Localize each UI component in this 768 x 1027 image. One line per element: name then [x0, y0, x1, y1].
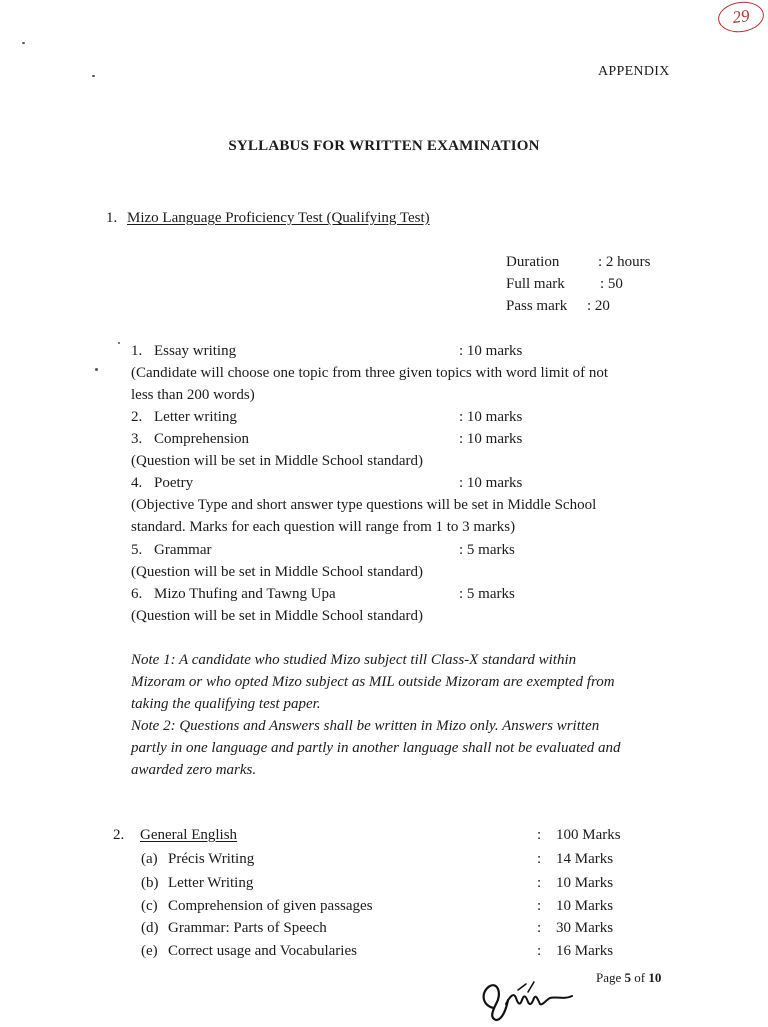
- colon: :: [537, 851, 542, 867]
- essay-remark-continued: less than 200 words): [131, 387, 255, 403]
- item-marks: : 10 marks: [459, 475, 523, 491]
- sub-item-letter: (d): [141, 920, 159, 936]
- section-2-number: 2.: [113, 827, 125, 843]
- essay-remark: (Candidate will choose one topic from three given topics with word limit of not: [131, 365, 608, 381]
- sub-item-marks: 10 Marks: [556, 875, 614, 891]
- item-number: 6.: [131, 586, 143, 602]
- item-number: 2.: [131, 409, 143, 425]
- note-1-line: taking the qualifying test paper.: [131, 696, 321, 712]
- sub-item-letter-writing: Letter Writing: [168, 875, 254, 891]
- sub-item-marks: 16 Marks: [556, 943, 614, 959]
- scan-speck: [95, 368, 98, 371]
- item-marks: : 5 marks: [459, 586, 515, 602]
- page-prefix: Page: [596, 970, 622, 985]
- thufing-remark: (Question will be set in Middle School standard): [131, 608, 424, 624]
- page-number-stamp: 29: [716, 0, 766, 35]
- section-1-number: 1.: [106, 210, 118, 226]
- appendix-label: APPENDIX: [598, 64, 670, 79]
- page-of: of: [634, 970, 646, 985]
- item-number: 1.: [131, 343, 143, 359]
- pass-mark-label: Pass mark: [506, 298, 568, 314]
- page-number: [596, 970, 661, 986]
- item-marks: : 10 marks: [459, 431, 523, 447]
- item-comprehension: Comprehension: [154, 431, 249, 447]
- item-number: 4.: [131, 475, 143, 491]
- handwritten-signature: [476, 970, 586, 1027]
- general-english-total-marks: 100 Marks: [556, 827, 621, 843]
- sub-item-marks: 14 Marks: [556, 851, 614, 867]
- item-number: 5.: [131, 542, 143, 558]
- sub-item-marks: 30 Marks: [556, 920, 614, 936]
- full-mark-label: Full mark: [506, 276, 565, 292]
- page-current: 5: [624, 970, 632, 985]
- item-marks: : 10 marks: [459, 343, 523, 359]
- note-2-line: Note 2: Questions and Answers shall be written in Mizo only. Answers written: [131, 718, 600, 734]
- colon: :: [537, 920, 542, 936]
- note-2-line: partly in one language and partly in another language shall not be evaluated and: [131, 740, 621, 756]
- section-1-heading: Mizo Language Proficiency Test (Qualifying Test): [127, 210, 430, 226]
- item-number: 3.: [131, 431, 143, 447]
- sub-item-marks: 10 Marks: [556, 898, 614, 914]
- item-poetry: Poetry: [154, 475, 194, 491]
- colon: :: [537, 943, 542, 959]
- colon: :: [537, 827, 542, 843]
- poetry-remark-continued: standard. Marks for each question will range from 1 to 3 marks): [131, 519, 516, 535]
- note-1-line: Mizoram or who opted Mizo subject as MIL outside Mizoram are exempted from: [131, 674, 615, 690]
- grammar-remark: (Question will be set in Middle School standard): [131, 564, 424, 580]
- sub-item-letter: (e): [141, 943, 158, 959]
- item-letter-writing: Letter writing: [154, 409, 237, 425]
- scan-speck: [118, 342, 120, 344]
- page-total: 10: [648, 970, 662, 985]
- duration-value: : 2 hours: [598, 254, 651, 270]
- sub-item-usage-vocabularies: Correct usage and Vocabularies: [168, 943, 357, 959]
- sub-item-comprehension: Comprehension of given passages: [168, 898, 373, 914]
- sub-item-letter: (a): [141, 851, 158, 867]
- poetry-remark: (Objective Type and short answer type questions will be set in Middle School: [131, 497, 597, 513]
- scan-speck: [22, 42, 25, 44]
- duration-label: Duration: [506, 254, 560, 270]
- sub-item-letter: (c): [141, 898, 158, 914]
- sub-item-grammar: Grammar: Parts of Speech: [168, 920, 327, 936]
- sub-item-precis-writing: Précis Writing: [168, 851, 255, 867]
- scan-speck: [92, 75, 95, 77]
- item-marks: : 5 marks: [459, 542, 515, 558]
- sub-item-letter: (b): [141, 875, 159, 891]
- colon: :: [537, 875, 542, 891]
- pass-mark-value: : 20: [587, 298, 610, 314]
- item-essay-writing: Essay writing: [154, 343, 237, 359]
- item-grammar: Grammar: [154, 542, 212, 558]
- colon: :: [537, 898, 542, 914]
- item-marks: : 10 marks: [459, 409, 523, 425]
- section-2-heading: General English: [140, 827, 238, 843]
- note-2-line: awarded zero marks.: [131, 762, 257, 778]
- comprehension-remark: (Question will be set in Middle School standard): [131, 453, 424, 469]
- item-mizo-thufing: Mizo Thufing and Tawng Upa: [154, 586, 336, 602]
- page-title: SYLLABUS FOR WRITTEN EXAMINATION: [228, 138, 540, 154]
- note-1-line: Note 1: A candidate who studied Mizo subject till Class-X standard within: [131, 652, 577, 668]
- full-mark-value: : 50: [600, 276, 623, 292]
